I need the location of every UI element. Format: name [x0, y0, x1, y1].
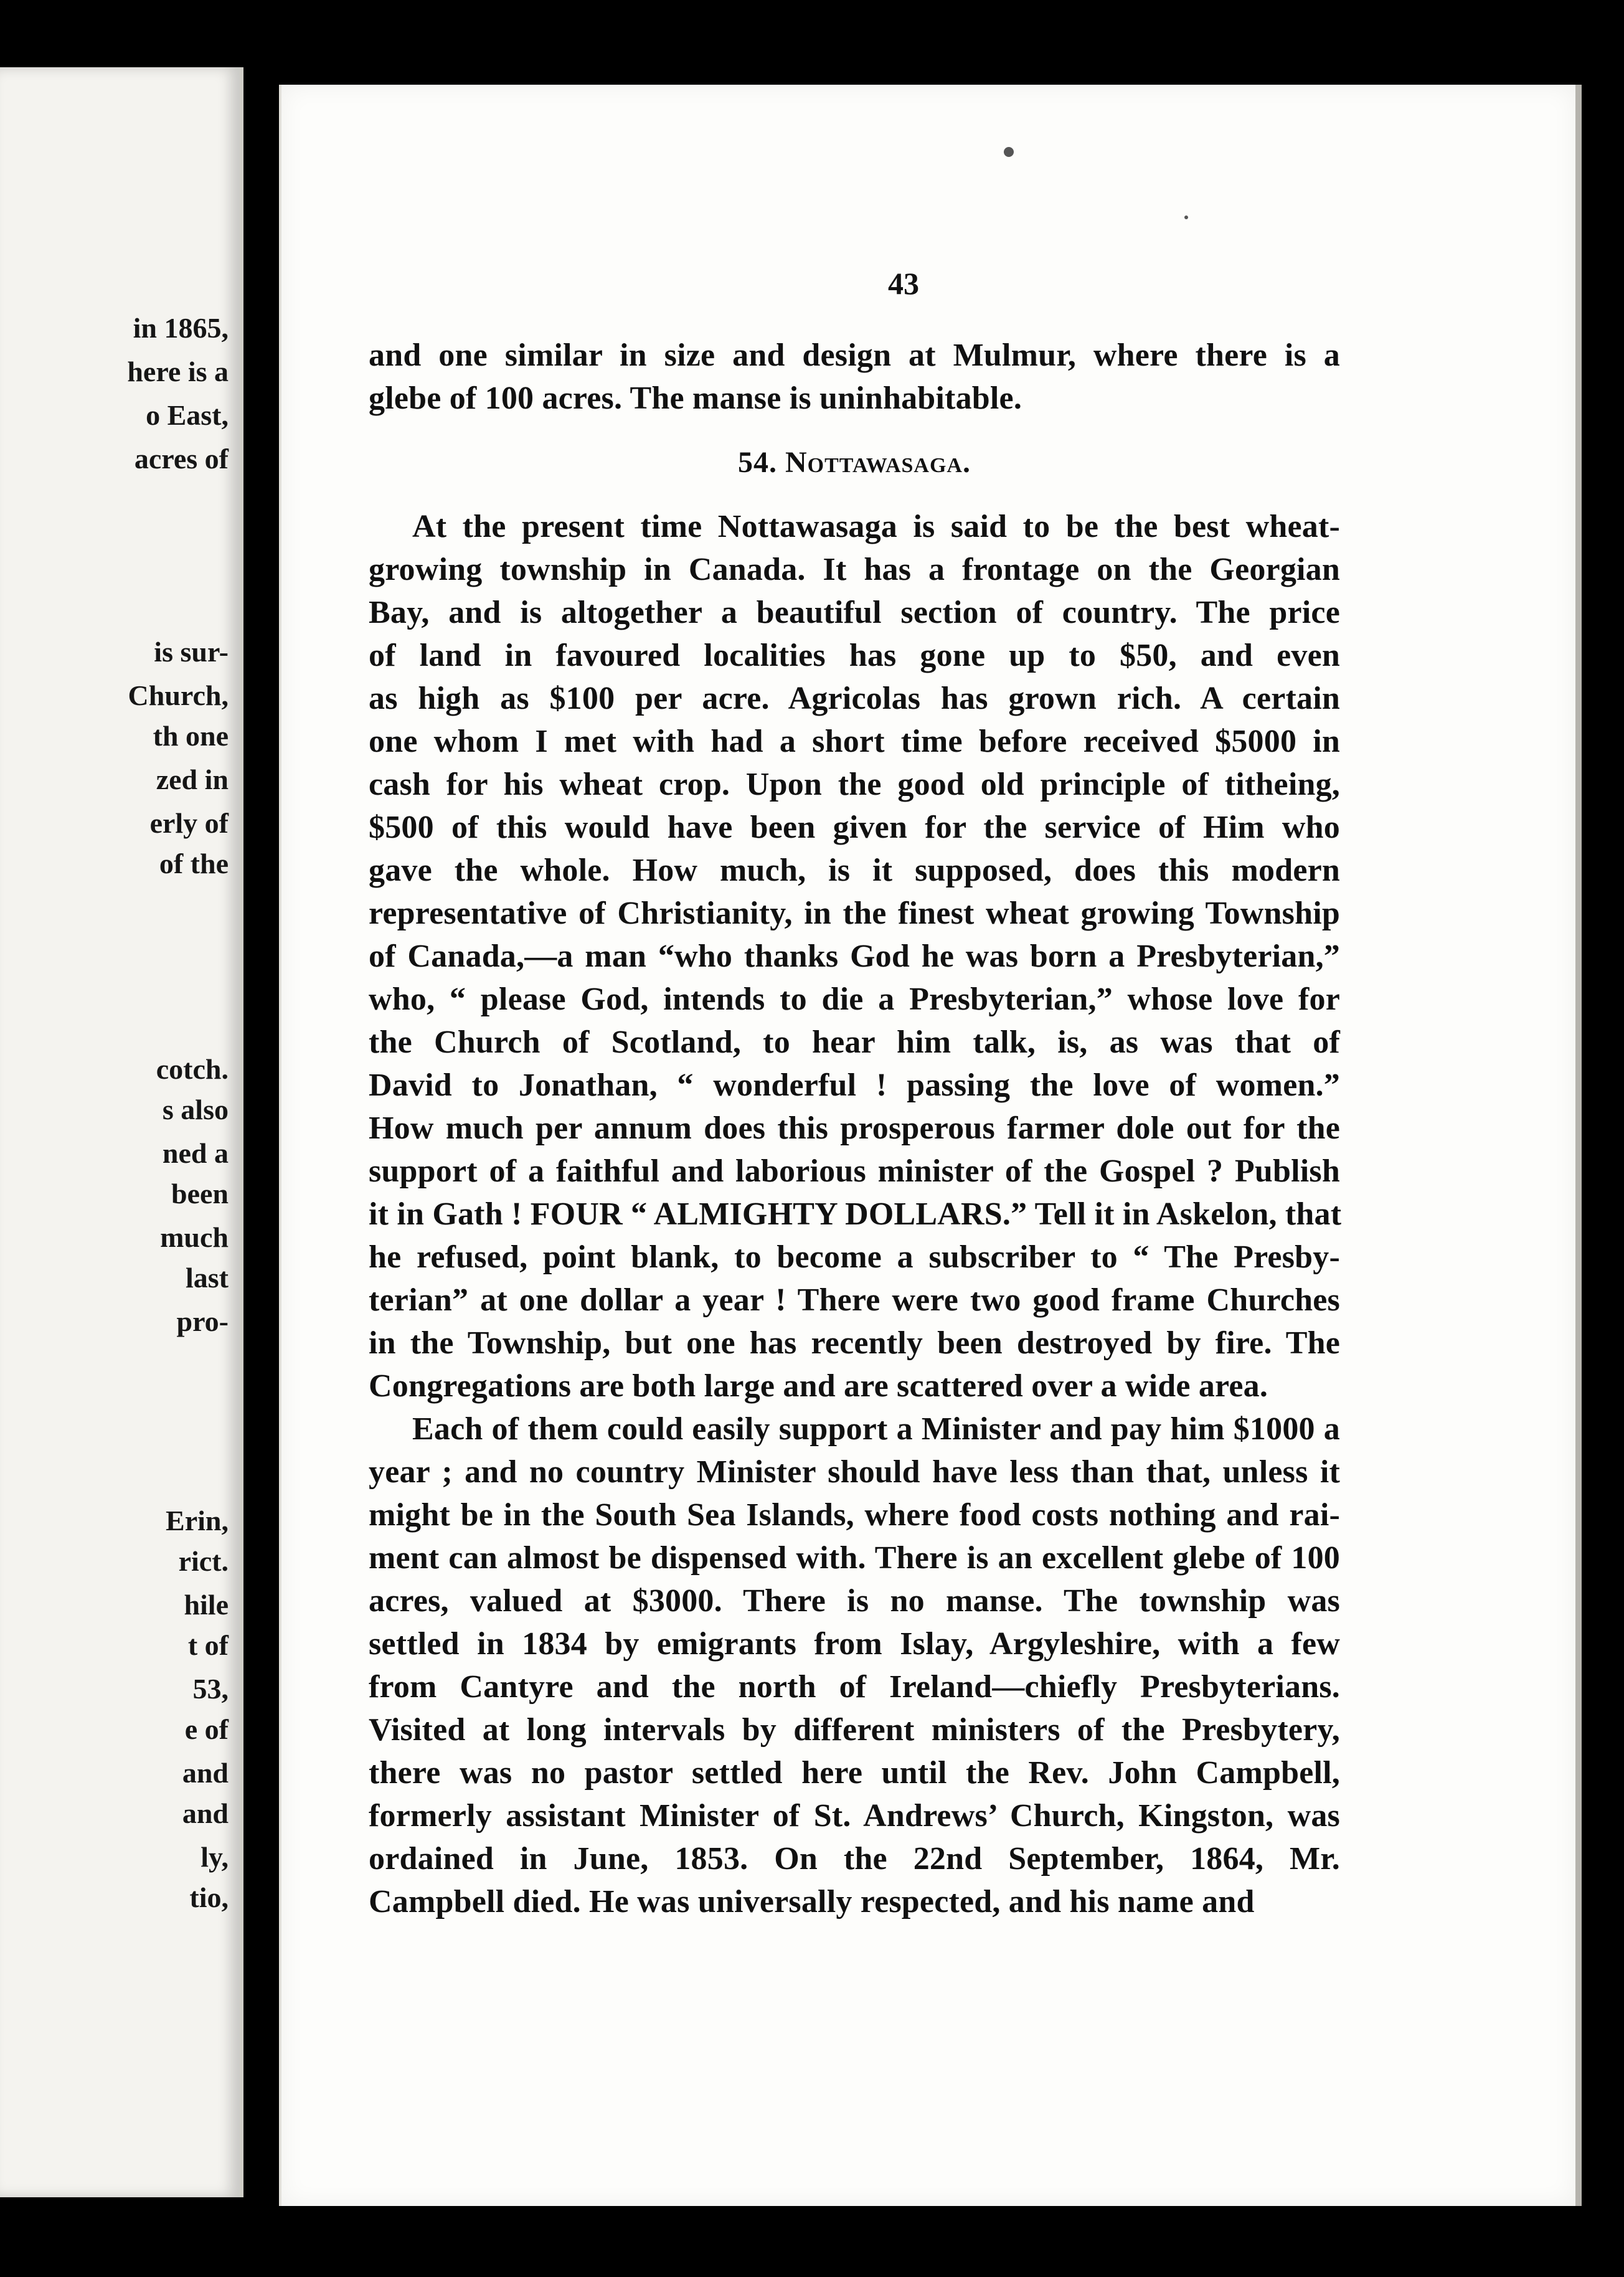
ink-speck [1004, 147, 1014, 157]
text-line: gave the whole. How much, is it supposed, does this modern [369, 853, 1340, 888]
section-heading [369, 441, 1340, 484]
text-line: Bay, and is altogether a beautiful section of country. The price [369, 595, 1340, 630]
fragment-line: ly, [201, 1841, 229, 1873]
fragment-line: been [171, 1178, 229, 1210]
text-line: How much per annum does this prosperous farmer dole out for the [369, 1110, 1340, 1146]
fragment-line: ned a [162, 1137, 229, 1169]
text-line: terian” at one dollar a year ! There were two good frame Churches [369, 1282, 1340, 1318]
text-line: David to Jonathan, “ wonderful ! passing the love of women.” [369, 1067, 1340, 1103]
text-line: might be in the South Sea Islands, where food costs nothing and rai- [369, 1497, 1340, 1533]
fragment-line: 53, [192, 1673, 229, 1705]
text-line: cash for his wheat crop. Upon the good old principle of titheing, [369, 767, 1340, 802]
fragment-line: zed in [156, 764, 229, 795]
page-body [369, 334, 1340, 1923]
text-line: one whom I met with had a short time before received $5000 in [369, 724, 1340, 759]
text-line: Each of them could easily support a Minister and pay him $1000 a [412, 1411, 1340, 1447]
section-number: 54. [738, 446, 777, 479]
section-title: Nottawasaga. [785, 446, 971, 479]
fragment-line: tio, [189, 1882, 229, 1913]
text-line: there was no pastor settled here until the Rev. John Campbell, [369, 1755, 1340, 1791]
text-line: who, “ please God, intends to die a Presbyterian,” whose love for [369, 982, 1340, 1017]
fragment-line: rict. [178, 1545, 229, 1577]
text-line: settled in 1834 by emigrants from Islay, Argyleshire, with a few [369, 1626, 1340, 1662]
fragment-line: here is a [127, 356, 229, 387]
text-line: glebe of 100 acres. The manse is uninhabitable. [369, 381, 1022, 416]
text-line: Campbell died. He was universally respected, and his name and [369, 1884, 1255, 1920]
fragment-line: erly of [149, 807, 229, 839]
fragment-line: and [182, 1797, 229, 1829]
fragment-line: Church, [128, 679, 229, 711]
paragraph-2 [369, 1408, 1340, 1923]
text-line: ordained in June, 1853. On the 22nd September, 1864, Mr. [369, 1841, 1340, 1877]
fragment-line: in 1865, [133, 312, 229, 344]
fragment-line: of the [159, 848, 229, 879]
page-number: 43 [888, 266, 919, 301]
text-line: acres, valued at $3000. There is no manse. The township was [369, 1583, 1340, 1619]
intro-text [369, 334, 1340, 420]
text-line: formerly assistant Minister of St. Andrews’ Church, Kingston, was [369, 1798, 1340, 1834]
text-line: At the present time Nottawasaga is said to be the best wheat- [412, 509, 1340, 544]
fragment-line: and [182, 1757, 229, 1789]
fragment-line: e of [184, 1713, 229, 1745]
text-line: from Cantyre and the north of Ireland—chiefly Presbyterians. [369, 1669, 1340, 1705]
text-line: of land in favoured localities has gone up to $50, and even [369, 638, 1340, 673]
fragment-line: much [160, 1221, 229, 1253]
fragment-line: acres of [134, 443, 229, 475]
fragment-line: hile [184, 1589, 229, 1621]
text-line: and one similar in size and design at Mulmur, where there is a [369, 338, 1340, 373]
text-line: as high as $100 per acre. Agricolas has grown rich. A certain [369, 681, 1340, 716]
fragment-line: is sur- [154, 636, 229, 668]
text-line: he refused, point blank, to become a subscriber to “ The Presby- [369, 1239, 1340, 1275]
fragment-line: cotch. [156, 1053, 229, 1085]
paragraph-1 [369, 505, 1340, 1408]
text-line: the Church of Scotland, to hear him talk, is, as was that of [369, 1025, 1340, 1060]
fragment-line: th one [153, 720, 229, 752]
fragment-line: pro- [176, 1305, 229, 1337]
ink-speck [1184, 215, 1188, 219]
text-line: $500 of this would have been given for the service of Him who [369, 810, 1340, 845]
text-line: Congregations are both large and are scattered over a wide area. [369, 1368, 1268, 1404]
text-line: growing township in Canada. It has a frontage on the Georgian [369, 552, 1340, 587]
book-page [279, 85, 1582, 2206]
fragment-line: s also [162, 1094, 229, 1125]
fragment-line: Erin, [166, 1505, 229, 1536]
previous-page-fragment [0, 67, 243, 2197]
text-line: ment can almost be dispensed with. There is an excellent glebe of 100 [369, 1540, 1340, 1576]
text-line: it in Gath ! FOUR “ ALMIGHTY DOLLARS.” Tell it in Askelon, that [369, 1196, 1342, 1232]
fragment-line: last [186, 1262, 229, 1294]
text-line: year ; and no country Minister should have less than that, unless it [369, 1454, 1340, 1490]
fragment-line: o East, [146, 399, 229, 431]
text-line: of Canada,—a man “who thanks God he was born a Presbyterian,” [369, 939, 1340, 974]
text-line: Visited at long intervals by different ministers of the Presbytery, [369, 1712, 1340, 1748]
fragment-line: t of [187, 1629, 229, 1661]
text-line: representative of Christianity, in the finest wheat growing Township [369, 896, 1340, 931]
text-line: support of a faithful and laborious minister of the Gospel ? Publish [369, 1153, 1340, 1189]
text-line: in the Township, but one has recently been destroyed by fire. The [369, 1325, 1340, 1361]
